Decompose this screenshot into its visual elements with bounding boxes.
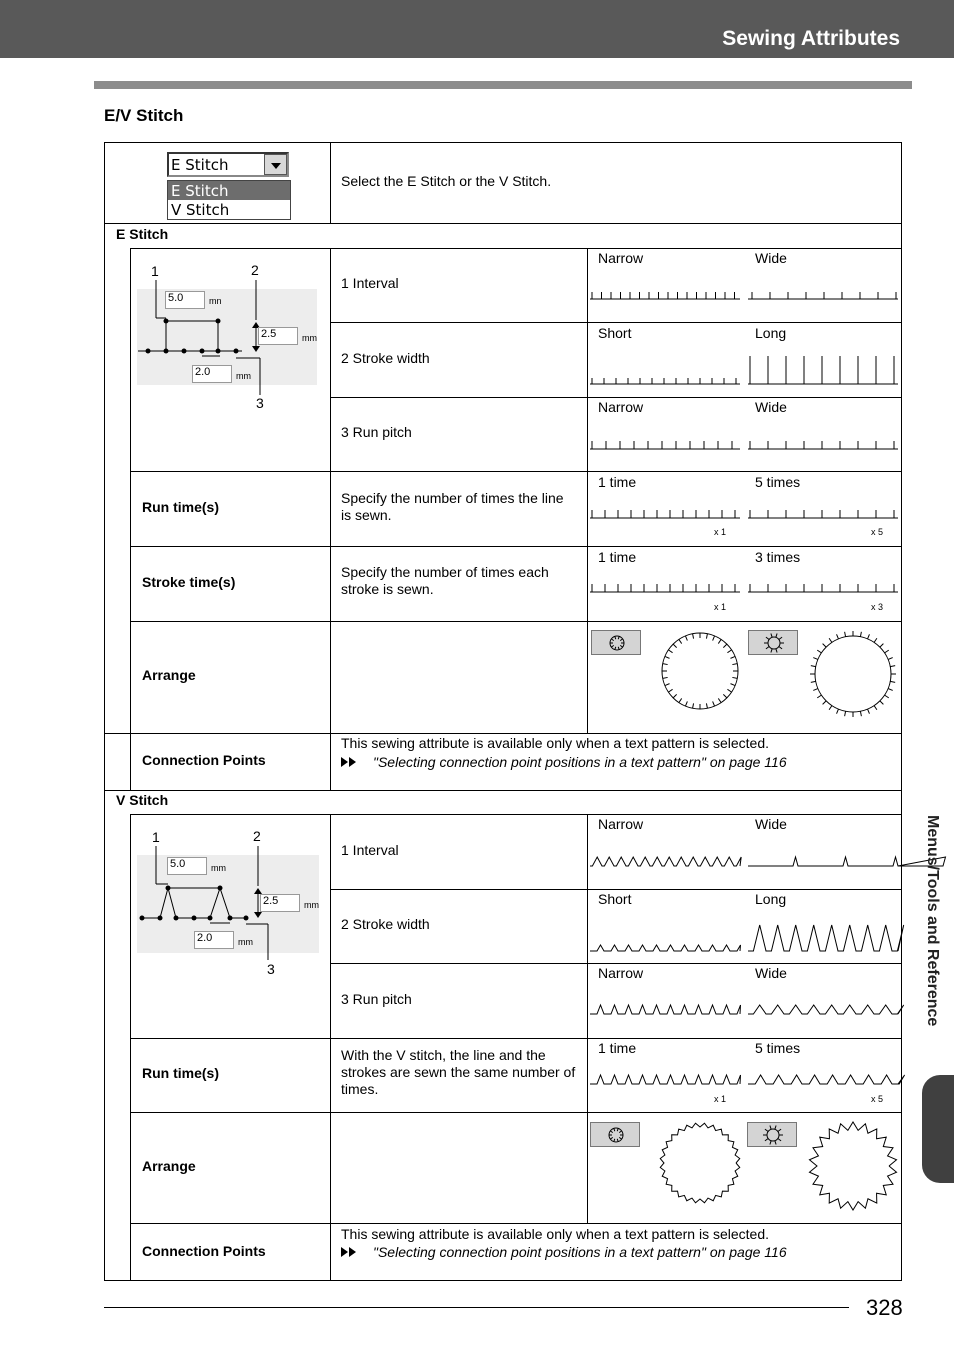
v-row-stroke-desc: 2 Stroke width bbox=[341, 916, 430, 932]
v-run-times-left: 1 time bbox=[598, 1040, 637, 1056]
v-arrange-outward-sample bbox=[803, 1116, 903, 1216]
e-row-pitch-right: Wide bbox=[755, 399, 787, 415]
side-tab[interactable] bbox=[922, 1075, 954, 1183]
v-row-interval-right: Wide bbox=[755, 816, 787, 832]
v-stroke-sample bbox=[590, 918, 900, 958]
e-run-times-sample bbox=[590, 505, 900, 525]
diagram-label-3: 3 bbox=[267, 961, 275, 977]
dropdown-selected-value: E Stitch bbox=[171, 156, 229, 174]
double-arrow-icon bbox=[341, 1246, 359, 1258]
v-stitch-heading: V Stitch bbox=[116, 792, 169, 808]
diagram-label-3: 3 bbox=[256, 395, 264, 411]
e-run-times-label: Run time(s) bbox=[142, 499, 219, 515]
e-run-mark-left: x 1 bbox=[714, 527, 727, 537]
v-row-pitch-desc: 3 Run pitch bbox=[341, 991, 412, 1007]
unit-label: mm bbox=[236, 371, 251, 381]
diagram-label-2: 2 bbox=[251, 262, 259, 278]
header-rule bbox=[94, 81, 912, 89]
run-pitch-spin-box[interactable]: 2.0 bbox=[194, 931, 234, 949]
e-row-stroke-desc: 2 Stroke width bbox=[341, 350, 430, 366]
v-run-mark-left: x 1 bbox=[714, 1094, 727, 1104]
e-pitch-sample bbox=[590, 436, 900, 456]
interval-spin-box[interactable]: 5.0 bbox=[165, 291, 205, 309]
v-arrange-inward-icon[interactable] bbox=[590, 1122, 640, 1147]
page-header-title: Sewing Attributes bbox=[722, 27, 900, 50]
side-tab-label-wrap bbox=[919, 815, 943, 1075]
v-run-mark-right: x 5 bbox=[871, 1094, 884, 1104]
v-row-interval-desc: 1 Interval bbox=[341, 842, 399, 858]
v-arrange-inward-sample bbox=[650, 1120, 750, 1210]
e-arrange-inward-icon[interactable] bbox=[591, 630, 641, 655]
e-arrange-outward-sample bbox=[803, 628, 903, 723]
unit-label: mn bbox=[209, 296, 222, 306]
e-connection-label: Connection Points bbox=[142, 752, 266, 768]
e-run-mark-right: x 5 bbox=[871, 527, 884, 537]
e-run-times-left: 1 time bbox=[598, 474, 637, 490]
stroke-width-spin-box[interactable]: 2.5 bbox=[260, 894, 300, 912]
v-arrange-label: Arrange bbox=[142, 1158, 196, 1174]
v-run-times-sample bbox=[590, 1070, 900, 1090]
v-interval-sample bbox=[590, 852, 900, 872]
e-interval-sample bbox=[590, 288, 900, 308]
side-tab-label: Menus/Tools and Reference bbox=[924, 815, 941, 1027]
e-stroke-mark-right: x 3 bbox=[871, 602, 884, 612]
e-row-interval-left: Narrow bbox=[598, 250, 644, 266]
unit-label: mm bbox=[304, 900, 319, 910]
diagram-label-1: 1 bbox=[151, 263, 159, 279]
e-stroke-times-label: Stroke time(s) bbox=[142, 574, 236, 590]
unit-label: mm bbox=[238, 937, 253, 947]
diagram-label-2: 2 bbox=[253, 828, 261, 844]
v-row-pitch-left: Narrow bbox=[598, 965, 644, 981]
e-arrange-inward-sample bbox=[650, 628, 750, 718]
e-connection-ref[interactable]: "Selecting connection point positions in a text pattern" on page 116 bbox=[373, 754, 787, 770]
double-arrow-icon bbox=[341, 756, 359, 768]
section-title: E/V Stitch bbox=[104, 106, 184, 125]
diagram-label-1: 1 bbox=[152, 829, 160, 845]
interval-spin-box[interactable]: 5.0 bbox=[167, 857, 207, 875]
e-row-pitch-desc: 3 Run pitch bbox=[341, 424, 412, 440]
v-arrange-outward-icon[interactable] bbox=[747, 1122, 797, 1147]
run-pitch-spin-box[interactable]: 2.0 bbox=[192, 365, 232, 383]
v-run-times-right: 5 times bbox=[755, 1040, 801, 1056]
v-row-interval-left: Narrow bbox=[598, 816, 644, 832]
e-stroke-times-desc: Specify the number of times each stroke is sewn. bbox=[341, 564, 549, 597]
dropdown-option-v-stitch[interactable]: V Stitch bbox=[171, 201, 230, 219]
e-stroke-times-right: 3 times bbox=[755, 549, 801, 565]
v-run-times-desc: With the V stitch, the line and the strokes are sewn the same number of times. bbox=[341, 1047, 576, 1097]
e-stroke-sample bbox=[590, 350, 900, 390]
e-row-interval-desc: 1 Interval bbox=[341, 275, 399, 291]
v-connection-desc: This sewing attribute is available only when a text pattern is selected. bbox=[341, 1226, 770, 1242]
e-run-times-right: 5 times bbox=[755, 474, 801, 490]
v-connection-ref[interactable]: "Selecting connection point positions in a text pattern" on page 116 bbox=[373, 1244, 787, 1260]
v-connection-label: Connection Points bbox=[142, 1243, 266, 1259]
e-arrange-outward-icon[interactable] bbox=[748, 630, 798, 655]
unit-label: mm bbox=[302, 333, 317, 343]
e-row-interval-right: Wide bbox=[755, 250, 787, 266]
unit-label: mm bbox=[211, 863, 226, 873]
v-run-times-label: Run time(s) bbox=[142, 1065, 219, 1081]
v-row-pitch-right: Wide bbox=[755, 965, 787, 981]
e-row-pitch-left: Narrow bbox=[598, 399, 644, 415]
stroke-width-spin-box[interactable]: 2.5 bbox=[258, 327, 298, 345]
footer-rule bbox=[104, 1307, 849, 1308]
v-row-stroke-right: Long bbox=[755, 891, 787, 907]
v-pitch-sample bbox=[590, 1000, 900, 1020]
e-row-stroke-right: Long bbox=[755, 325, 787, 341]
e-stroke-mark-left: x 1 bbox=[714, 602, 727, 612]
dropdown-arrow-icon[interactable] bbox=[264, 154, 287, 175]
dropdown-option-e-stitch[interactable]: E Stitch bbox=[171, 182, 229, 200]
e-stitch-heading: E Stitch bbox=[116, 226, 169, 242]
e-stroke-times-left: 1 time bbox=[598, 549, 637, 565]
e-arrange-label: Arrange bbox=[142, 667, 196, 683]
e-connection-desc: This sewing attribute is available only when a text pattern is selected. bbox=[341, 735, 770, 751]
e-stroke-times-sample bbox=[590, 579, 900, 599]
v-row-stroke-left: Short bbox=[598, 891, 632, 907]
e-row-stroke-left: Short bbox=[598, 325, 632, 341]
e-run-times-desc: Specify the number of times the line is sewn. bbox=[341, 490, 564, 523]
select-description: Select the E Stitch or the V Stitch. bbox=[341, 173, 552, 189]
page-number: 328 bbox=[866, 1295, 903, 1320]
